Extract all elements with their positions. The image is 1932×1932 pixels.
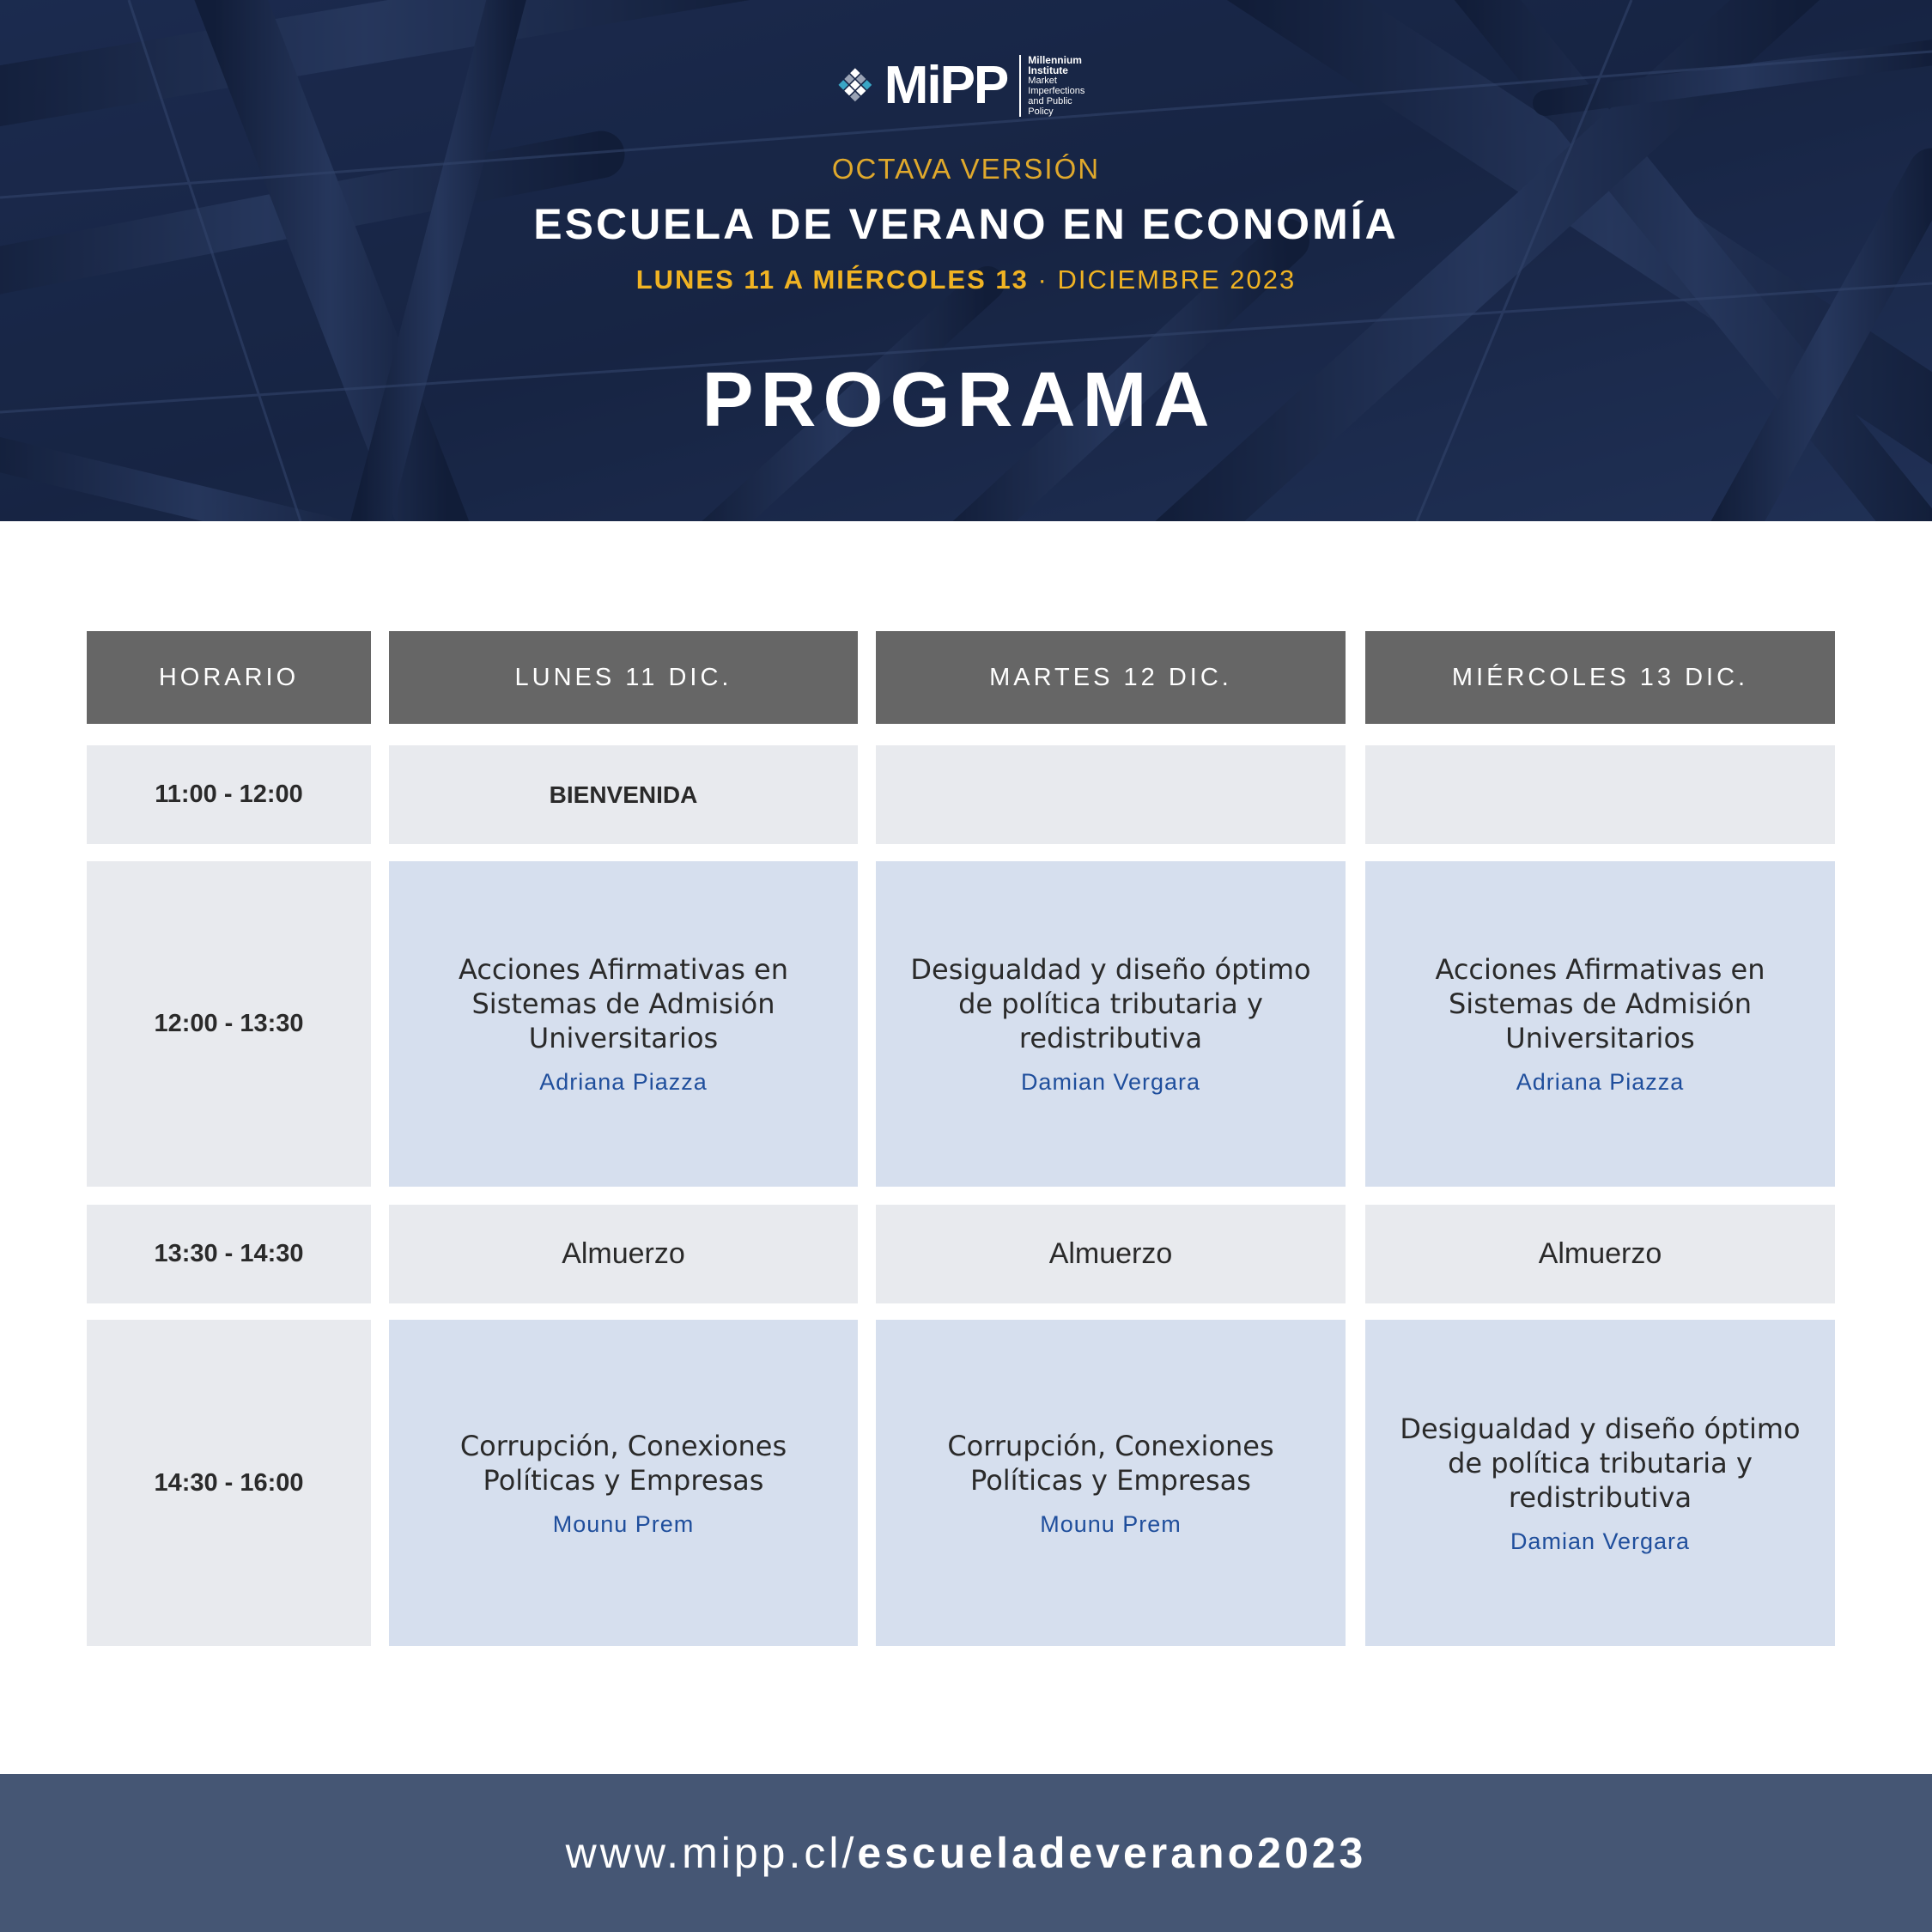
column-header-miercoles: MIÉRCOLES 13 DIC. — [1365, 631, 1835, 724]
footer-bar — [0, 1774, 1932, 1932]
lunch-cell — [1365, 1205, 1835, 1303]
session-cell — [1365, 1320, 1835, 1646]
time-cell — [87, 1205, 371, 1303]
logo-tagline: Millennium Institute Market Imperfections and Public Policy — [1019, 55, 1091, 117]
time-cell — [87, 861, 371, 1187]
program-heading: PROGRAMA — [702, 357, 1217, 443]
session-speaker: Mounu Prem — [552, 1510, 695, 1537]
time-label: 11:00 - 12:00 — [155, 781, 303, 808]
schedule-cell-empty — [1365, 745, 1835, 844]
session-cell — [1365, 861, 1835, 1187]
session-cell — [876, 861, 1346, 1187]
event-url-link[interactable]: www.mipp.cl/escueladeverano2023 — [565, 1829, 1367, 1877]
mipp-logo — [833, 50, 1091, 122]
session-title: Desigualdad y diseño óptimo de política tributaria y redistributiva — [1400, 1412, 1801, 1514]
time-label: 13:30 - 14:30 — [154, 1240, 304, 1267]
column-header-lunes: LUNES 11 DIC. — [389, 631, 858, 724]
session-title: Corrupción, Conexiones Políticas y Empresas — [459, 1429, 787, 1497]
event-title: ESCUELA DE VERANO EN ECONOMÍA — [533, 200, 1399, 248]
schedule-cell — [389, 745, 858, 844]
event-dates: LUNES 11 A MIÉRCOLES 13 · DICIEMBRE 2023 — [635, 264, 1297, 295]
time-cell — [87, 745, 371, 844]
lunch-label: Almuerzo — [562, 1237, 685, 1270]
time-label: 14:30 - 16:00 — [154, 1468, 304, 1497]
session-cell — [876, 1320, 1346, 1646]
session-speaker: Damian Vergara — [1020, 1069, 1201, 1095]
lunch-label: Almuerzo — [1538, 1237, 1662, 1270]
session-title: Corrupción, Conexiones Políticas y Empresas — [947, 1429, 1274, 1497]
column-header-horario: HORARIO — [87, 631, 371, 724]
session-title: Acciones Afirmativas en Sistemas de Admisión Universitarios — [1435, 953, 1765, 1054]
lunch-cell — [876, 1205, 1346, 1303]
session-speaker: Adriana Piazza — [539, 1069, 708, 1095]
time-label: 12:00 - 13:30 — [154, 1010, 304, 1037]
welcome-label: BIENVENIDA — [549, 781, 698, 808]
time-cell — [87, 1320, 371, 1646]
session-speaker: Adriana Piazza — [1516, 1069, 1685, 1095]
mipp-logo-icon — [833, 50, 878, 122]
hero-banner — [0, 0, 1932, 521]
session-speaker: Damian Vergara — [1510, 1528, 1691, 1554]
session-title: Acciones Afirmativas en Sistemas de Admisión Universitarios — [458, 953, 788, 1054]
session-cell — [389, 1320, 858, 1646]
column-header-martes: MARTES 12 DIC. — [876, 631, 1346, 724]
session-title: Desigualdad y diseño óptimo de política tributaria y redistributiva — [910, 953, 1311, 1054]
edition-label: OCTAVA VERSIÓN — [831, 153, 1101, 185]
lunch-label: Almuerzo — [1048, 1237, 1173, 1270]
lunch-cell — [389, 1205, 858, 1303]
session-cell — [389, 861, 858, 1187]
logo-wordmark: MiPP — [884, 56, 1008, 115]
session-speaker: Mounu Prem — [1040, 1510, 1182, 1537]
schedule-cell-empty — [876, 745, 1346, 844]
